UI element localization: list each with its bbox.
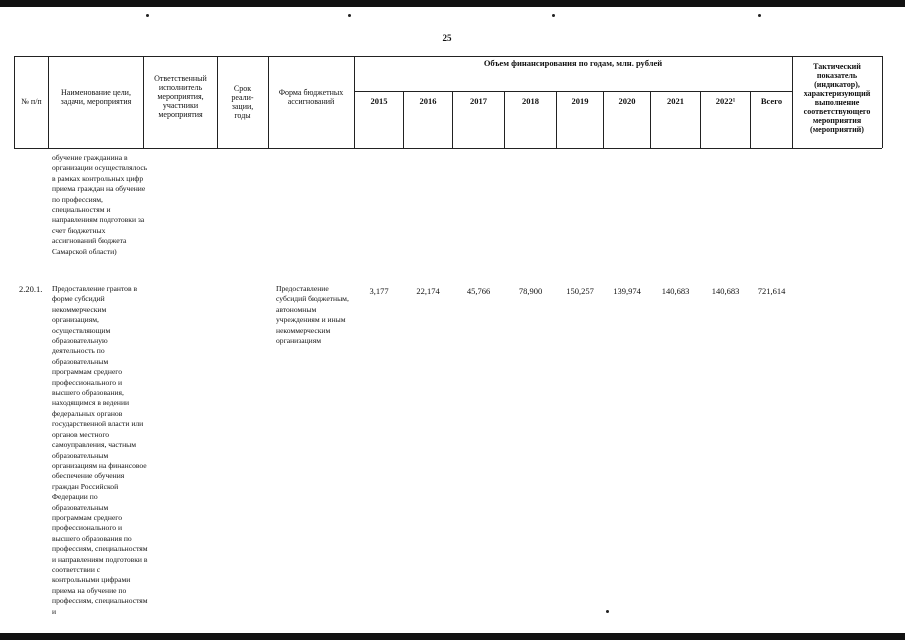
value-2015: 3,177 — [369, 286, 389, 296]
row-name: Предоставление грантов в форме субсидий некоммерческим организациям, осуществляющим образовательную деятельность по образовательным программам среднего профессионального и высшего образования, находящимся в ведении федеральных органов государственной власти или органов местного самоуправления, частным образовательным организациям на финансовое обеспечение обучения граждан Российской Федерации по образовательным программам среднего профессионального и высшего образования по профессиям, специальностям и направлениям подготовки в соответствии с контрольными цифрами приема на обучение по профессиям, специальностям и — [52, 284, 148, 616]
year-header-2015: 2015 — [370, 96, 388, 106]
col-divider — [268, 56, 269, 148]
value-2018: 78,900 — [518, 286, 543, 296]
header-term: Срок реали-зации, годы — [231, 84, 254, 120]
value-2022: 140,683 — [711, 286, 740, 296]
year-header-2018: 2018 — [522, 96, 539, 106]
header-finance-title: Объем финансирования по годам, млн. рублей — [483, 58, 663, 68]
year-header-2017: 2017 — [470, 96, 487, 106]
year-header-total: Всего — [760, 96, 783, 106]
row-continuation-text: обучение гражданина в организации осуществлялось в рамках контрольных цифр приема граждан на обучение по профессиям, специальностям и направлениям подготовки за счет бюджетных ассигнований бюджета Самарской области) — [52, 153, 148, 256]
year-header-2021: 2021 — [667, 96, 684, 106]
year-header-2016: 2016 — [419, 96, 437, 106]
scan-speck — [552, 14, 555, 17]
header-name: Наименование цели, задачи, мероприятия — [60, 88, 132, 106]
value-total: 721,614 — [757, 286, 786, 296]
header-num: № п/п — [21, 97, 42, 106]
finance-header-rule — [354, 91, 792, 92]
table-top-rule — [14, 56, 882, 57]
year-header-2019: 2019 — [571, 96, 589, 106]
col-divider — [217, 56, 218, 148]
row-form: Предоставление субсидий бюджетным, автономным учреждениям и иным некоммерческим организациям — [276, 284, 349, 346]
col-divider — [882, 56, 883, 148]
col-divider — [143, 56, 144, 148]
header-form: Форма бюджетных ассигнований — [278, 88, 344, 106]
value-2020: 139,974 — [613, 286, 641, 296]
scan-speck — [348, 14, 351, 17]
year-header-2022: 2022¹ — [715, 96, 736, 106]
header-responsible: Ответственный исполнитель мероприятия, участники мероприятия — [154, 74, 207, 119]
value-2017: 45,766 — [466, 286, 491, 296]
scan-speck — [758, 14, 761, 17]
page-number: 25 — [442, 33, 452, 43]
value-2016: 22,174 — [416, 286, 440, 296]
col-divider — [792, 56, 793, 148]
year-header-2020: 2020 — [618, 96, 636, 106]
value-2019: 150,257 — [566, 286, 594, 296]
top-border — [0, 0, 905, 7]
scan-speck — [606, 610, 609, 613]
value-2021: 140,683 — [661, 286, 690, 296]
header-bottom-rule — [14, 148, 882, 149]
header-indicator: Тактический показатель (индикатор), характеризующий выполнение соответствующего мероприятия (мероприятий) — [803, 62, 871, 134]
scan-speck — [146, 14, 149, 17]
col-divider — [48, 56, 49, 148]
bottom-border — [0, 633, 905, 640]
row-number: 2.20.1. — [19, 284, 43, 294]
